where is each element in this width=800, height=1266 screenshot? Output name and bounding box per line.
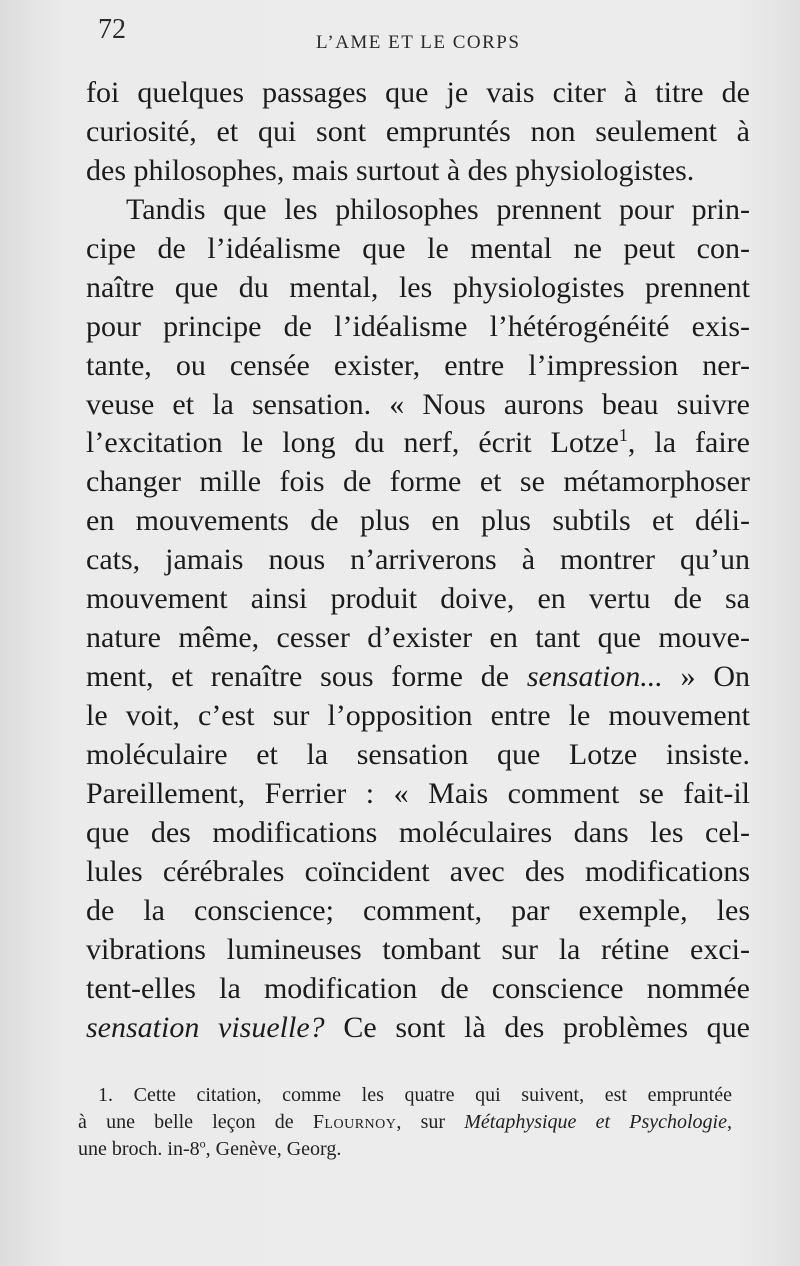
text-line: de la conscience; comment, par exemple, les [86,893,750,927]
text-line: Pareillement, Ferrier : « Mais comment se fait-il [86,776,750,810]
page-number: 72 [98,14,126,45]
running-head: L’AME ET LE CORPS [316,32,521,53]
text-line: en mouvements de plus en plus subtils et déli- [86,504,750,538]
text-line: changer mille fois de forme et se métamorphoser [86,465,750,499]
text-line: des philosophes, mais surtout à des physiologistes. [86,153,695,187]
text-line: le voit, c’est sur l’opposition entre le mouvement [86,699,750,732]
text-line: moléculaire et la sensation que Lotze insiste. [86,737,750,771]
text-line: que des modifications moléculaires dans les cel- [86,815,750,849]
text-line: tante, ou censée exister, entre l’impression ner- [86,348,750,382]
italic-text: sensation visuelle? [86,1010,325,1044]
footnote-block [78,1082,732,1163]
text-line: tent-elles la modification de conscience nommée [86,971,750,1005]
footnote-reference: 1 [618,425,628,446]
text-line: curiosité, et qui sont empruntés non seulement à [86,114,750,148]
italic-text: sensation... [526,660,663,694]
text-line: Tandis que les philosophes prennent pour prin- [126,192,750,226]
text-line: pour principe de l’idéalisme l’hétérogénéité exis- [86,309,750,343]
text-line: ment, et renaître sous forme de sensation... » On [86,660,750,694]
text-line: cats, jamais nous n’arriverons à montrer qu’un [86,543,750,577]
text-line: l’excitation le long du nerf, écrit Lotze$^1$, la faire [86,425,750,460]
author-name: Flournoy [312,1111,397,1133]
text-line: naître que du mental, les physiologistes prennent [86,270,750,304]
text-line: sensation visuelle? Ce sont là des problèmes que [86,1010,750,1044]
text-line: lules cérébrales coïncident avec des modifications [86,854,750,888]
text-line: cipe de l’idéalisme que le mental ne peut con- [86,231,750,265]
page-header [0,14,800,58]
italic-text: Métaphysique et Psychologie [464,1111,727,1133]
footnote-line: à une belle leçon de Flournoy, sur Métaphysique et Psychologie, [78,1111,732,1133]
main-text [86,74,750,1047]
text-line: mouvement ainsi produit doive, en vertu de sa [86,582,750,616]
footnote-line: 1. Cette citation, comme les quatre qui suivent, est empruntée [98,1084,732,1106]
footnote-line: une broch. in-8$^o$, Genève, Georg. [78,1136,342,1160]
text-line: foi quelques passages que je vais citer à titre de [86,76,750,109]
text-line: nature même, cesser d’exister en tant que mouve- [86,621,750,655]
text-line: vibrations lumineuses tombant sur la rétine exci- [86,932,750,966]
text-line: veuse et la sensation. « Nous aurons beau suivre [86,387,750,421]
